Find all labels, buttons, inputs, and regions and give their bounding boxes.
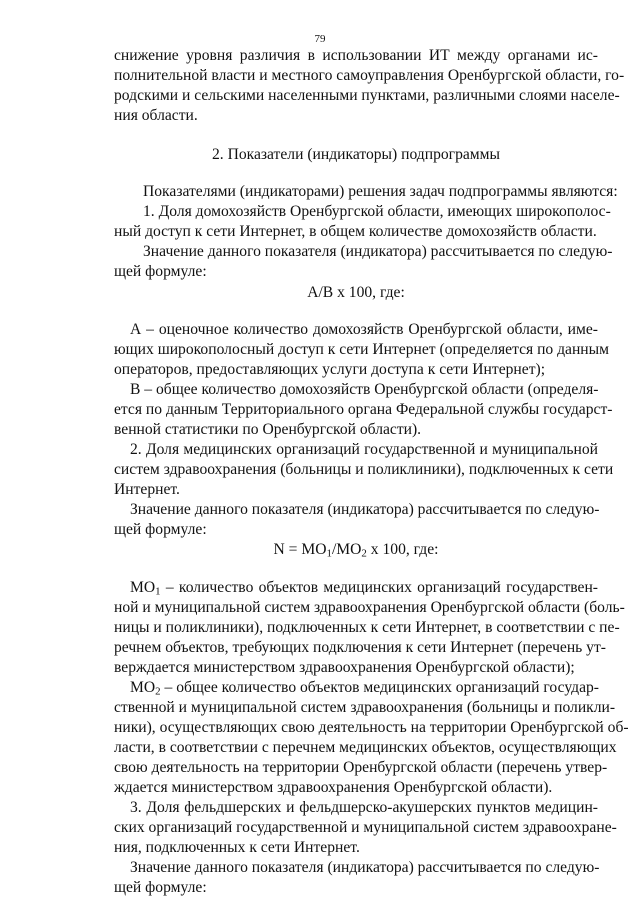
formula-n	[114, 540, 598, 560]
page-number: 79	[314, 33, 326, 45]
text-line: 1. Доля домохозяйств Оренбургской области, имеющих широкополос-	[143, 203, 611, 220]
text-line: ждается министерством здравоохранения Оренбургской области).	[114, 779, 553, 796]
text-line: ной и муниципальной систем здравоохранения Оренбургской области (боль-	[114, 599, 625, 616]
term: МО	[130, 579, 156, 596]
text-line: Значение данного показателя (индикатора) рассчитывается по следую-	[143, 243, 613, 260]
term: МО	[130, 679, 156, 696]
text-line: полнительной власти и местного самоуправления Оренбургской области, го-	[114, 67, 625, 84]
formula-a-b: А/В х 100, где:	[307, 284, 405, 301]
text-line: ния области.	[114, 107, 198, 124]
text-line: верждается министерством здравоохранения Оренбургской области);	[114, 659, 575, 676]
text-line: щей формуле:	[114, 263, 207, 280]
text-line	[130, 678, 598, 698]
text-line: Значение данного показателя (индикатора) рассчитывается по следую-	[130, 859, 600, 876]
formula-part: х 100, где:	[366, 541, 439, 558]
text-line: ется по данным Территориального органа Федеральной службы государст-	[114, 401, 613, 418]
text-line: венной статистики по Оренбургской области).	[114, 421, 422, 438]
text-line: 2. Доля медицинских организаций государственной и муниципальной	[130, 441, 598, 458]
text-line: ющих широкополосный доступ к сети Интернет (определяется по данным	[114, 341, 609, 358]
subscript: 1	[326, 547, 332, 560]
text-line: операторов, предоставляющих услуги доступа к сети Интернет);	[114, 361, 546, 378]
subscript: 2	[155, 685, 161, 698]
text-line: Показателями (индикаторами) решения задач подпрограммы являются:	[143, 183, 618, 200]
text-line: снижение уровня различия в использовании ИТ между органами ис-	[114, 47, 598, 64]
definition: – количество объектов медицинских организаций государствен-	[160, 579, 598, 596]
text-line: Интернет.	[114, 481, 180, 498]
text-line: ники), осуществляющих свою деятельность на территории Оренбургской об-	[114, 719, 629, 736]
text-line: родскими и сельскими населенными пунктами, различными слоями населе-	[114, 87, 620, 104]
text-line: ласти, в соответствии с перечнем медицинских объектов, осуществляющих	[114, 739, 617, 756]
text-line: В – общее количество домохозяйств Оренбургской области (определя-	[130, 381, 599, 398]
formula-part: /МО	[331, 541, 362, 558]
text-line: Значение данного показателя (индикатора) рассчитывается по следую-	[130, 501, 600, 518]
section-heading: 2. Показатели (индикаторы) подпрограммы	[211, 146, 501, 163]
text-line: А – оценочное количество домохозяйств Оренбургской области, име-	[130, 321, 598, 338]
definition: – общее количество объектов медицинских организаций государ-	[160, 679, 599, 696]
subscript: 1	[155, 585, 161, 598]
text-line: 3. Доля фельдшерских и фельдшерско-акушерских пунктов медицин-	[130, 799, 598, 816]
text-line: ственной и муниципальной систем здравоохранения (больницы и поликли-	[114, 699, 616, 716]
text-line: ницы и поликлиники), подключенных к сети Интернет, в соответствии с пе-	[114, 619, 620, 636]
text-line: систем здравоохранения (больницы и поликлиники), подключенных к сети	[114, 461, 614, 478]
text-line: свою деятельность на территории Оренбургской области (перечень утвер-	[114, 759, 608, 776]
text-line	[130, 578, 598, 598]
text-line: ный доступ к сети Интернет, в общем количестве домохозяйств области.	[114, 223, 597, 240]
formula-part: N = МО	[273, 541, 327, 558]
text-line: ских организаций государственной и муниципальной систем здравоохране-	[114, 819, 617, 836]
text-line: речнем объектов, требующих подключения к сети Интернет (перечень ут-	[114, 639, 606, 656]
subscript: 2	[361, 547, 367, 560]
text-line: ния, подключенных к сети Интернет.	[114, 839, 360, 856]
text-line: щей формуле:	[114, 879, 207, 896]
text-line: щей формуле:	[114, 521, 207, 538]
